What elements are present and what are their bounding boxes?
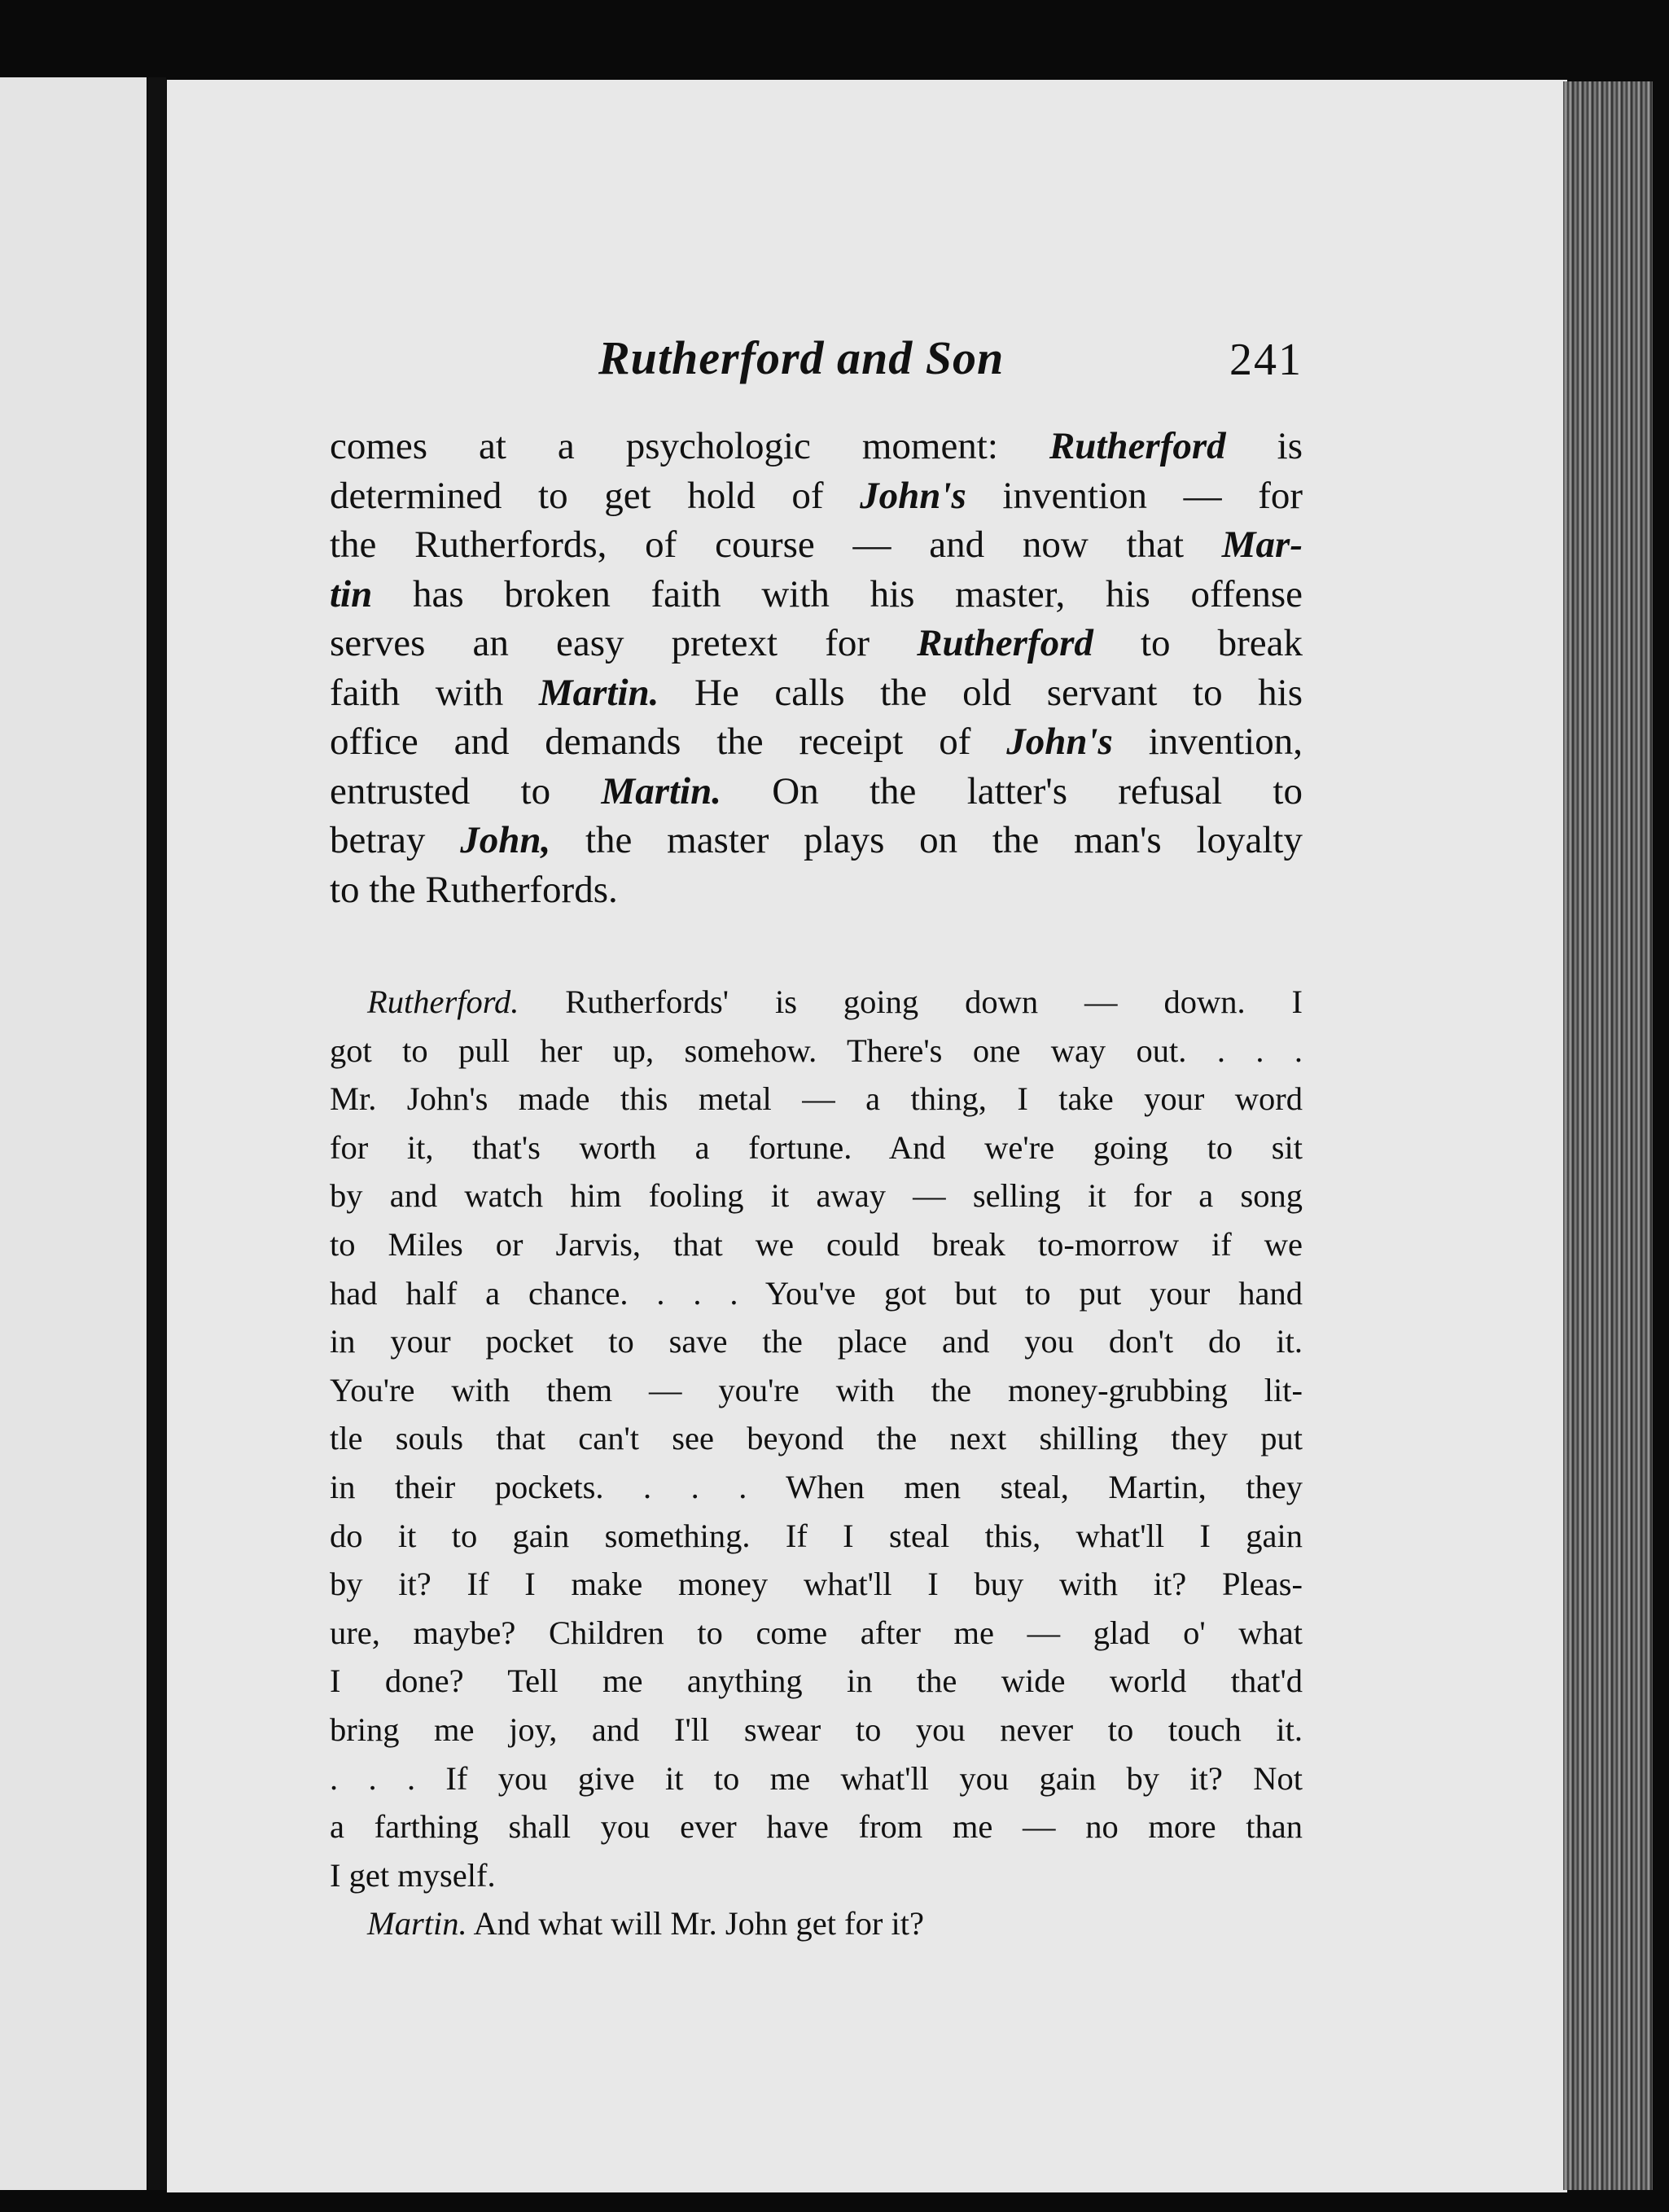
dialogue-line [330, 978, 1303, 1027]
text-run: comes at a psychologic moment: [330, 425, 1049, 467]
dialogue-line [330, 1560, 1303, 1609]
facing-page-edge [0, 77, 147, 2190]
dialogue-line [330, 1512, 1303, 1561]
dialogue-line [330, 1609, 1303, 1658]
dialogue-line [330, 1124, 1303, 1172]
dialogue-line [330, 1220, 1303, 1269]
dialogue-line [330, 1463, 1303, 1512]
dialogue-line [330, 1172, 1303, 1220]
dialogue-line [330, 1657, 1303, 1706]
text-run: invention — for [966, 474, 1303, 517]
italic-name: John's [860, 474, 966, 517]
text-run: I get myself. [330, 1856, 496, 1894]
italic-name: tin [330, 572, 373, 615]
running-head [330, 331, 1303, 388]
text-run: had half a chance. . . . You've got but to put your hand [330, 1274, 1303, 1312]
text-run: And what will Mr. John get for it? [467, 1905, 924, 1943]
text-run: I done? Tell me anything in the wide world that'd [330, 1662, 1303, 1700]
text-run: the master plays on the man's loyalty [550, 819, 1303, 861]
summary-line [330, 767, 1303, 817]
dialogue-line [330, 1851, 1303, 1900]
dialogue-line [330, 1075, 1303, 1124]
text-run: tle souls that can't see beyond the next shilling they put [330, 1420, 1303, 1457]
dialogue-line [330, 1366, 1303, 1415]
text-run: bring me joy, and I'll swear to you never to touch it. [330, 1710, 1303, 1748]
summary-line [330, 865, 1303, 915]
book-page [167, 80, 1567, 2192]
text-run: invention, [1112, 721, 1303, 763]
text-run: Mr. John's made this metal — a thing, I take your word [330, 1080, 1303, 1118]
dialogue-line [330, 1269, 1303, 1318]
text-run: serves an easy pretext for [330, 622, 918, 664]
text-run: to the Rutherfords. [330, 868, 618, 911]
page-stack-edge [1563, 81, 1653, 2190]
italic-name: Martin. [601, 769, 721, 813]
running-head-title: Rutherford and Son [598, 331, 1005, 384]
text-run: On the latter's refusal to [721, 769, 1303, 813]
speaker-name: Rutherford. [367, 983, 519, 1020]
gutter-shadow [148, 77, 166, 2190]
text-run: determined to get hold of [330, 474, 861, 517]
dialogue-excerpt [330, 978, 1303, 1948]
italic-name: John's [1006, 721, 1113, 763]
text-run: Rutherfords' is going down — down. I [519, 983, 1303, 1020]
dialogue-line [330, 1899, 1303, 1948]
text-run: in their pockets. . . . When men steal, Martin, they [330, 1468, 1303, 1505]
text-run: by it? If I make money what'll I buy with it? Pleas- [330, 1566, 1303, 1603]
text-run: office and demands the receipt of [330, 721, 1007, 763]
text-run: ure, maybe? Children to come after me — glad o' what [330, 1614, 1303, 1651]
text-run: a farthing shall you ever have from me — no more than [330, 1808, 1303, 1846]
italic-name: Rutherford [1049, 425, 1226, 467]
text-run: to Miles or Jarvis, that we could break to-morrow if we [330, 1225, 1303, 1263]
text-run: for it, that's worth a fortune. And we're going to sit [330, 1128, 1303, 1166]
text-run: got to pull her up, somehow. There's one way out. . . . [330, 1032, 1303, 1069]
text-run: in your pocket to save the place and you don't do it. [330, 1323, 1303, 1360]
dialogue-line [330, 1754, 1303, 1803]
summary-line [330, 570, 1303, 620]
text-run: do it to gain something. If I steal this, what'll I gain [330, 1517, 1303, 1554]
summary-line [330, 619, 1303, 668]
text-run: to break [1093, 622, 1303, 664]
summary-line [330, 471, 1303, 521]
text-run: is [1225, 425, 1303, 467]
italic-name: Mar- [1221, 523, 1303, 566]
italic-name: Rutherford [917, 622, 1093, 664]
text-run: has broken faith with his master, his offense [372, 572, 1303, 615]
dialogue-line [330, 1706, 1303, 1754]
summary-line [330, 816, 1303, 865]
summary-line [330, 717, 1303, 767]
summary-line [330, 668, 1303, 718]
dialogue-line [330, 1027, 1303, 1075]
text-run: He calls the old servant to his [659, 671, 1303, 714]
text-run: betray [330, 819, 461, 861]
page-number: 241 [1229, 335, 1303, 385]
text-run: . . . If you give it to me what'll you gain by it? Not [330, 1759, 1303, 1797]
text-run: You're with them — you're with the money-grubbing lit- [330, 1371, 1303, 1408]
text-run: the Rutherfords, of course — and now that [330, 523, 1222, 566]
italic-name: Martin. [538, 671, 659, 714]
summary-paragraph [330, 422, 1303, 914]
summary-line [330, 520, 1303, 570]
summary-line [330, 422, 1303, 471]
dialogue-line [330, 1317, 1303, 1366]
dialogue-line [330, 1414, 1303, 1463]
dialogue-line [330, 1802, 1303, 1851]
text-run: faith with [330, 671, 539, 714]
speaker-name: Martin. [367, 1905, 467, 1943]
text-run: by and watch him fooling it away — selling it for a song [330, 1177, 1303, 1215]
italic-name: John, [460, 819, 551, 861]
text-run: entrusted to [330, 769, 602, 813]
